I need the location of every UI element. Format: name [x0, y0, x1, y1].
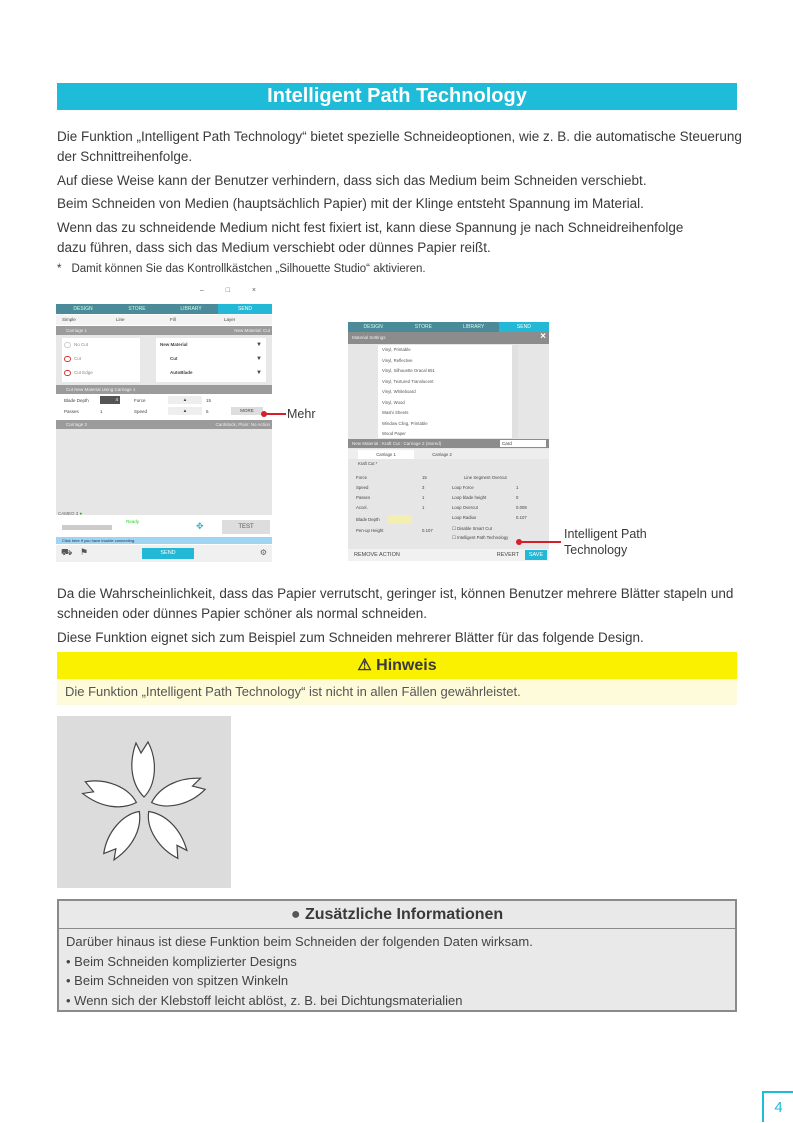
material-select[interactable]: New Material ▼	[160, 342, 262, 348]
machine-icon[interactable]: ⛟	[61, 547, 73, 557]
material-list-scrollbar[interactable]	[512, 345, 518, 438]
list-item[interactable]: Vinyl, Silhouette Oracal 651	[382, 368, 435, 373]
blade-depth-input[interactable]: 4	[100, 396, 120, 404]
device-name: CAMEO 3 ●	[58, 511, 83, 516]
cut-option-cut-edge[interactable]: Cut Edge	[62, 366, 140, 380]
send-modes	[56, 315, 272, 325]
passes-value[interactable]: 1	[100, 409, 103, 414]
carriage2-body	[56, 429, 272, 515]
force-value[interactable]: 15	[422, 475, 427, 480]
material-list	[378, 345, 518, 438]
material-footer	[348, 549, 549, 561]
send-footer	[56, 545, 272, 562]
material-selectors	[156, 338, 266, 382]
cut-style-list	[62, 338, 140, 382]
speed-value[interactable]: 5	[206, 409, 209, 414]
action-select[interactable]: Cut ▼	[170, 356, 262, 362]
page-number: 4	[762, 1091, 793, 1122]
tool-select[interactable]: AutoBlade ▼	[170, 370, 262, 376]
intelligent-path-checkbox[interactable]: ☐ Intelligent Path Technology	[452, 535, 509, 540]
tab-library[interactable]: LIBRARY	[180, 306, 202, 312]
mode-layer[interactable]: Layer	[224, 317, 236, 322]
mode-simple[interactable]: Simple	[62, 317, 76, 322]
intro-paragraph-4: Wenn das zu schneidende Medium nicht fest fixiert ist, kann diese Spannung je nach Schneidreihenfolge dazu führen, dass sich das Medium verschiebt oder dünnes Papier reißt.	[57, 220, 684, 255]
speed-slider[interactable]: ▲	[168, 407, 202, 415]
tab-carriage-1[interactable]: Carriage 1	[358, 450, 414, 459]
tab-send[interactable]: SEND	[218, 304, 272, 314]
check-icon: ●	[79, 511, 83, 516]
remove-action-button[interactable]: REMOVE ACTION	[354, 552, 400, 558]
info-intro: Darüber hinaus ist diese Funktion beim Schneiden der folgenden Daten wirksam.	[66, 934, 533, 949]
intro-paragraph-3: Beim Schneiden von Medien (hauptsächlich Papier) mit der Klinge entsteht Spannung im Material.	[57, 196, 644, 211]
force-value[interactable]: 15	[206, 398, 212, 403]
tool-select[interactable]: Card	[500, 440, 546, 447]
list-item: • Beim Schneiden komplizierter Designs	[66, 953, 297, 969]
more-button[interactable]: MORE	[231, 407, 263, 415]
list-item[interactable]: Wood Paper	[382, 431, 406, 436]
callout-line-ipt	[519, 541, 561, 543]
tab-design[interactable]: DESIGN	[363, 324, 383, 330]
tab-store[interactable]: STORE	[414, 324, 432, 330]
tab-carriage-2[interactable]: Carriage 2	[414, 450, 470, 459]
tab-store[interactable]: STORE	[128, 306, 146, 312]
close-icon[interactable]: ×	[540, 331, 546, 342]
new-material-bar: New Material : Kraft Cut : Carriage 2 (stored) Card	[348, 439, 549, 448]
kraft-cut-label: Kraft Cut *	[358, 461, 378, 466]
blade-depth-selector[interactable]	[388, 515, 412, 524]
app-tabs-2	[348, 322, 549, 332]
tab-send[interactable]: SEND	[499, 322, 549, 332]
speed-value[interactable]: 3	[422, 485, 425, 490]
cap-icon[interactable]: ⚑	[80, 547, 89, 557]
list-item[interactable]: Vinyl, Wood	[382, 399, 405, 405]
send-panel-screenshot	[56, 285, 272, 562]
material-form: Force 15 Speed 3 Passes 1 Accel. 1 Blade Depth Pen-up Height 0.107 Line Segment Overcut Loop Force 1 Loop blade height 0 Loop Overcut 0.008 Loop Radius 0.107 ☐ Disable Smart Cut ☐ Intelligent Path Technology	[356, 475, 527, 540]
material-settings-header: Material Settings ×	[348, 332, 549, 344]
mode-line[interactable]: Line	[116, 317, 125, 322]
cut-options-panel	[56, 335, 272, 385]
speech-bubble-icon: ●	[290, 906, 301, 923]
list-item[interactable]: Vinyl, Reflective	[382, 357, 413, 363]
list-item[interactable]: Window Cling, Printable	[382, 420, 428, 426]
disable-smart-cut-checkbox[interactable]: ☐ Disable Smart Cut	[452, 526, 492, 531]
callout-ipt: Intelligent Path Technology	[564, 527, 647, 557]
flower-design-image	[57, 716, 231, 888]
callout-more: Mehr	[287, 407, 316, 421]
info-header: ● Zusätzliche Informationen	[59, 901, 735, 929]
cutter-image	[62, 525, 112, 530]
page-title: Intelligent Path Technology	[57, 83, 737, 110]
cut-option-no-cut[interactable]: No Cut	[62, 338, 140, 352]
paragraph-6: Diese Funktion eignet sich zum Beispiel zum Schneiden mehrerer Blätter für das folgende Design.	[57, 630, 644, 645]
intro-paragraph-2: Auf diese Weise kann der Benutzer verhindern, dass sich das Medium beim Schneiden verschiebt.	[57, 173, 647, 188]
app-tabs	[56, 304, 272, 314]
cut-settings-header: Cut New Material Using Carriage 1	[56, 385, 272, 394]
line-segment-overcut-checkbox[interactable]: Line Segment Overcut	[464, 475, 507, 480]
list-item[interactable]: Washi Sheets	[382, 410, 409, 415]
warning-icon: ⚠	[357, 657, 372, 674]
info-bar[interactable]: Click here if you have trouble connecting.	[56, 537, 272, 544]
pen-up-value[interactable]: 0.107	[422, 528, 433, 533]
carriage-tabs	[348, 449, 549, 459]
notice-body: Die Funktion „Intelligent Path Technology“ ist nicht in allen Fällen gewährleistet.	[57, 679, 737, 705]
passes-value[interactable]: 1	[422, 495, 425, 500]
cut-settings: Blade Depth 4 Force ▲ 15 Passes 1 Speed ▲ 5 MORE	[56, 394, 272, 420]
save-button[interactable]: SAVE	[525, 550, 547, 560]
list-item[interactable]: Vinyl, Whiteboard	[382, 389, 416, 394]
carriage2-header[interactable]: Carriage 2 Cardstock, Plain: No Action	[56, 420, 272, 429]
list-item[interactable]: Vinyl, Printable	[382, 347, 411, 352]
footnote: * Damit können Sie das Kontrollkästchen „Silhouette Studio“ aktivieren.	[57, 263, 426, 275]
gear-icon[interactable]: ⚙	[259, 548, 267, 557]
tab-design[interactable]: DESIGN	[73, 306, 93, 312]
material-settings-screenshot	[348, 322, 549, 561]
force-slider[interactable]: ▲	[168, 396, 202, 404]
intro-paragraph-1: Die Funktion „Intelligent Path Technology“ bietet spezielle Schneideoptionen, wie z. B. die automatische Steuerung der Schnittreihenfolge.	[57, 129, 742, 164]
test-button[interactable]: TEST	[222, 520, 270, 534]
list-item: • Beim Schneiden von spitzen Winkeln	[66, 973, 289, 988]
move-arrows-icon[interactable]: ✥	[196, 521, 204, 531]
accel-value[interactable]: 1	[422, 505, 425, 510]
tab-library[interactable]: LIBRARY	[462, 324, 485, 330]
list-item: • Wenn sich der Klebstoff leicht ablöst, z. B. bei Dichtungsmaterialien	[66, 992, 463, 1008]
revert-button[interactable]: REVERT	[496, 552, 519, 558]
additional-info-box	[57, 899, 737, 1012]
carriage1-header[interactable]: Carriage 1 New Material: Cut	[56, 326, 272, 335]
callout-line-more	[264, 413, 286, 415]
mode-fill[interactable]: Fill	[170, 317, 176, 322]
paragraph-5: Da die Wahrscheinlichkeit, dass das Papier verrutscht, geringer ist, können Benutzer mehrere Blätter stapeln und schneiden oder dünnes Papier schöner als normal schneiden.	[57, 586, 734, 621]
cut-option-cut[interactable]: Cut	[62, 352, 140, 366]
window-controls[interactable]: – □ ×	[199, 287, 266, 294]
list-item[interactable]: Vinyl, Textured Translucent	[382, 378, 434, 384]
notice-header: ⚠ Hinweis	[57, 652, 737, 679]
flower-icon	[57, 716, 231, 888]
status-text: Ready	[126, 519, 140, 524]
send-button[interactable]: SEND	[142, 548, 194, 559]
